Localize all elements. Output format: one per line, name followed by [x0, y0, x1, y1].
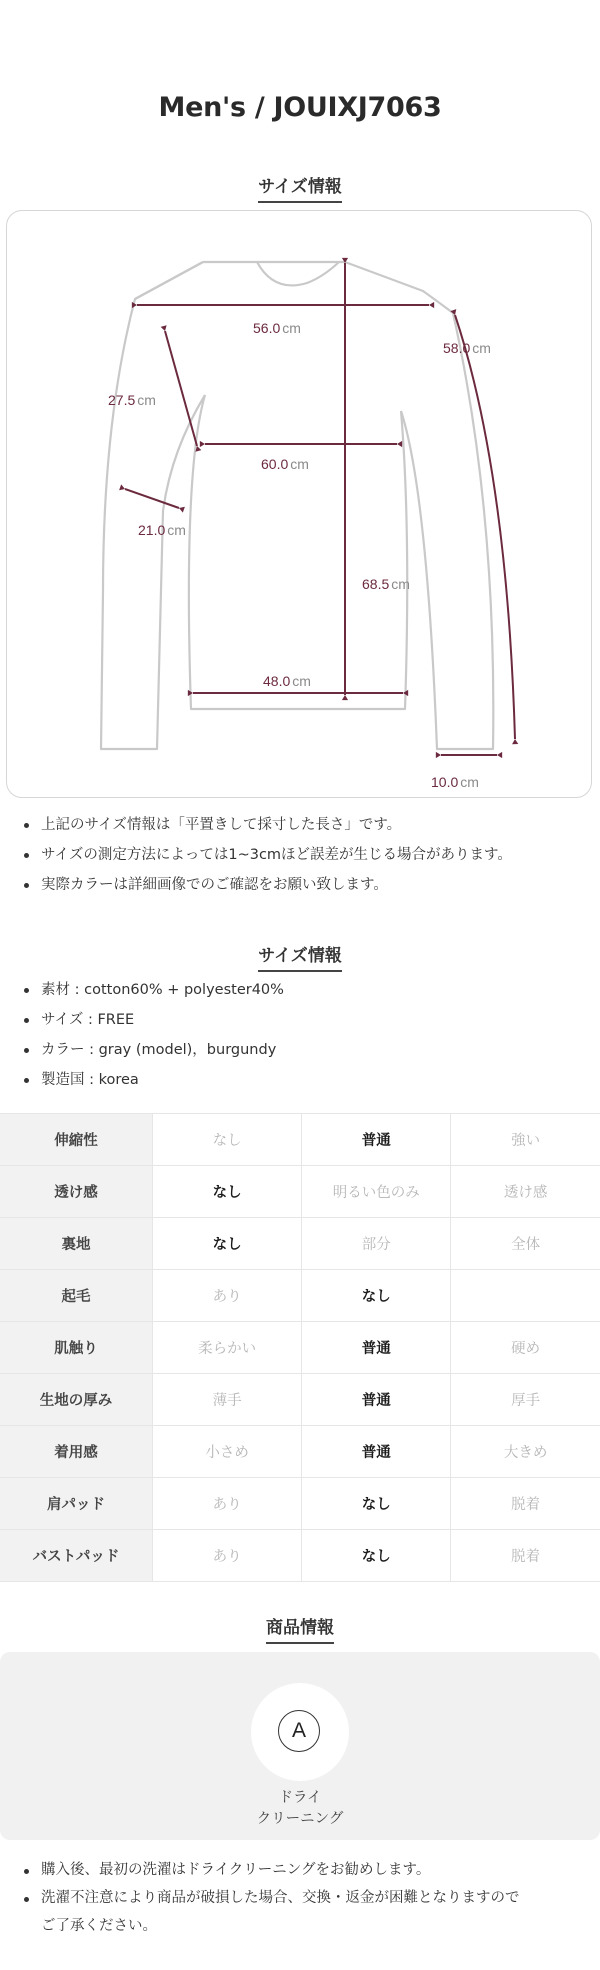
- attribute-option: 薄手: [153, 1374, 302, 1426]
- length-label: 68.5 cm: [362, 576, 410, 592]
- attribute-option: なし: [302, 1530, 451, 1582]
- attribute-option: なし: [153, 1166, 302, 1218]
- attribute-option: 全体: [451, 1218, 600, 1270]
- list-item: 実際カラーは詳細画像でのご確認をお願い致します。: [20, 870, 590, 900]
- arrowhead: [397, 441, 402, 447]
- arrowhead: [179, 507, 185, 513]
- sleeve-label: 58.0 cm: [443, 340, 491, 356]
- arrowhead: [436, 752, 441, 758]
- attribute-label: 着用感: [0, 1426, 153, 1478]
- list-item: カラー : gray (model)，burgundy: [20, 1035, 590, 1065]
- attribute-option: 脱着: [451, 1478, 600, 1530]
- list-item: 購入後、最初の洗濯はドライクリーニングをお勧めします。: [20, 1856, 590, 1884]
- attribute-label: バストパッド: [0, 1530, 153, 1582]
- attribute-label: 透け感: [0, 1166, 153, 1218]
- attribute-label: 起毛: [0, 1270, 153, 1322]
- spec-heading: サイズ情報: [0, 941, 600, 972]
- shoulder-label: 56.0 cm: [253, 320, 301, 336]
- dry-clean-icon: [251, 1683, 349, 1781]
- list-item: サイズ : FREE: [20, 1005, 590, 1035]
- armhole-line: [165, 331, 197, 446]
- table-row: [0, 1374, 600, 1426]
- attribute-option: 硬め: [451, 1322, 600, 1374]
- arrowhead: [512, 739, 518, 744]
- attribute-option: 部分: [302, 1218, 451, 1270]
- spec-list: [20, 975, 590, 1095]
- table-row: [0, 1114, 600, 1166]
- attribute-label: 伸縮性: [0, 1114, 153, 1166]
- arrowhead: [342, 695, 348, 700]
- list-item: 上記のサイズ情報は「平置きして採寸した長さ」です。: [20, 810, 590, 840]
- hem-label: 48.0 cm: [263, 673, 311, 689]
- dry-clean-symbol: A: [278, 1710, 320, 1752]
- table-row: [0, 1322, 600, 1374]
- upper-arm-line: [125, 489, 179, 508]
- armhole-label: 27.5 cm: [108, 392, 156, 408]
- list-item: 洗濯不注意により商品が破損した場合、交換・返金が困難となりますので ご了承ください。: [20, 1884, 590, 1940]
- attribute-option: 厚手: [451, 1374, 600, 1426]
- attribute-option: 大きめ: [451, 1426, 600, 1478]
- attribute-option: 強い: [451, 1114, 600, 1166]
- cuff-label: 10.0 cm: [431, 774, 479, 790]
- list-item: 製造国 : korea: [20, 1065, 590, 1095]
- care-panel: [0, 1652, 600, 1840]
- attribute-option: 脱着: [451, 1530, 600, 1582]
- attribute-label: 肌触り: [0, 1322, 153, 1374]
- table-row: [0, 1426, 600, 1478]
- attribute-option: 普通: [302, 1322, 451, 1374]
- attribute-option: 柔らかい: [153, 1322, 302, 1374]
- attribute-option: 普通: [302, 1426, 451, 1478]
- attribute-option: なし: [153, 1218, 302, 1270]
- product-info-heading: 商品情報: [0, 1613, 600, 1644]
- garment-sketch: [7, 211, 593, 799]
- table-row: [0, 1530, 600, 1582]
- attribute-label: 裏地: [0, 1218, 153, 1270]
- chest-label: 60.0 cm: [261, 456, 309, 472]
- attribute-option: あり: [153, 1478, 302, 1530]
- table-row: [0, 1478, 600, 1530]
- upper-arm-label: 21.0 cm: [138, 522, 186, 538]
- attribute-option: あり: [153, 1530, 302, 1582]
- size-notes-list: [20, 810, 590, 900]
- table-row: [0, 1270, 600, 1322]
- attribute-label: 肩パッド: [0, 1478, 153, 1530]
- attribute-option: 透け感: [451, 1166, 600, 1218]
- table-row: [0, 1218, 600, 1270]
- attribute-option: 普通: [302, 1114, 451, 1166]
- care-label: ドライ クリーニング: [256, 1790, 344, 1827]
- attribute-option: なし: [153, 1114, 302, 1166]
- care-notes-list: [20, 1856, 590, 1940]
- attribute-option: 明るい色のみ: [302, 1166, 451, 1218]
- arrowhead: [161, 325, 167, 331]
- attribute-option: なし: [302, 1478, 451, 1530]
- product-title: Men's / JOUIXJ7063: [158, 92, 442, 123]
- size-diagram: [6, 210, 592, 798]
- list-item: 素材 : cotton60% + polyester40%: [20, 975, 590, 1005]
- arrowhead: [200, 441, 205, 447]
- size-info-heading: サイズ情報: [0, 172, 600, 203]
- fabric-attributes-table: [0, 1113, 600, 1582]
- attribute-option: 小さめ: [153, 1426, 302, 1478]
- arrowhead: [497, 752, 502, 758]
- attribute-option: 普通: [302, 1374, 451, 1426]
- arrowhead: [429, 302, 434, 308]
- attribute-option: [451, 1270, 600, 1322]
- list-item: サイズの測定方法によっては1~3cmほど誤差が生じる場合があります。: [20, 840, 590, 870]
- table-row: [0, 1166, 600, 1218]
- attribute-label: 生地の厚み: [0, 1374, 153, 1426]
- attribute-option: あり: [153, 1270, 302, 1322]
- arrowhead: [119, 484, 125, 490]
- attribute-option: なし: [302, 1270, 451, 1322]
